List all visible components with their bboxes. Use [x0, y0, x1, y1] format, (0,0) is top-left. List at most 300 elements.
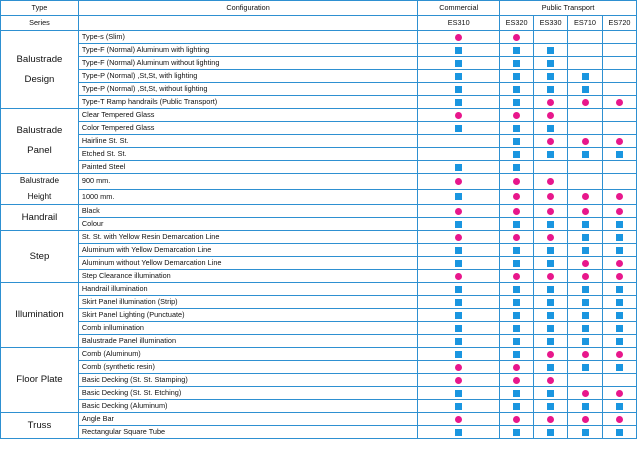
configuration-label: Handrail illumination	[78, 283, 417, 296]
mark-cell-es720	[602, 348, 636, 361]
blue-square-icon	[455, 73, 462, 80]
blue-square-icon	[455, 125, 462, 132]
mark-cell-es710	[568, 44, 603, 57]
pink-dot-icon	[616, 138, 623, 145]
configuration-label: Type-P (Normal) ,St,St, with lighting	[78, 70, 417, 83]
mark-cell-es720	[602, 83, 636, 96]
blue-square-icon	[616, 234, 623, 241]
blue-square-icon	[455, 193, 462, 200]
mark-cell-es310	[418, 348, 500, 361]
blue-square-icon	[455, 86, 462, 93]
pink-dot-icon	[455, 34, 462, 41]
mark-cell-es320	[500, 283, 534, 296]
table-row	[1, 270, 637, 283]
blue-square-icon	[455, 429, 462, 436]
mark-cell-es330	[534, 283, 568, 296]
table-row	[1, 322, 637, 335]
configuration-label: Balustrade Panel illumination	[78, 335, 417, 348]
commercial-header: Commercial	[418, 1, 500, 16]
blue-square-icon	[547, 364, 554, 371]
mark-cell-es710	[568, 244, 603, 257]
mark-cell-es310	[418, 189, 500, 205]
mark-cell-es710	[568, 361, 603, 374]
configuration-label: Type-F (Normal) Aluminum with lighting	[78, 44, 417, 57]
table-row	[1, 109, 637, 122]
table-row	[1, 296, 637, 309]
mark-cell-es330	[534, 309, 568, 322]
mark-cell-es710	[568, 148, 603, 161]
pink-dot-icon	[547, 99, 554, 106]
mark-cell-es310	[418, 296, 500, 309]
mark-cell-es720	[602, 309, 636, 322]
blue-square-icon	[547, 86, 554, 93]
blue-square-icon	[455, 403, 462, 410]
table-row	[1, 96, 637, 109]
mark-cell-es710	[568, 83, 603, 96]
mark-cell-es720	[602, 426, 636, 439]
mark-cell-es330	[534, 257, 568, 270]
blue-square-icon	[582, 429, 589, 436]
mark-cell-es330	[534, 270, 568, 283]
category-label: Handrail	[21, 211, 58, 223]
blue-square-icon	[616, 403, 623, 410]
table-row	[1, 205, 637, 218]
configuration-label: Type-s (Slim)	[78, 31, 417, 44]
mark-cell-es310	[418, 205, 500, 218]
category-label: Illumination	[15, 309, 64, 320]
mark-cell-es320	[500, 57, 534, 70]
mark-cell-es320	[500, 31, 534, 44]
blue-square-icon	[616, 364, 623, 371]
mark-cell-es330	[534, 96, 568, 109]
configuration-label: 1000 mm.	[78, 189, 417, 205]
mark-cell-es720	[602, 31, 636, 44]
pink-dot-icon	[582, 390, 589, 397]
mark-cell-es710	[568, 31, 603, 44]
blue-square-icon	[513, 429, 520, 436]
mark-cell-es710	[568, 57, 603, 70]
blue-square-icon	[513, 338, 520, 345]
mark-cell-es710	[568, 413, 603, 426]
mark-cell-es330	[534, 174, 568, 190]
pink-dot-icon	[547, 416, 554, 423]
mark-cell-es720	[602, 205, 636, 218]
mark-cell-es330	[534, 135, 568, 148]
category-label: Balustrade	[16, 53, 63, 65]
pink-dot-icon	[513, 193, 520, 200]
mark-cell-es330	[534, 426, 568, 439]
blue-square-icon	[616, 429, 623, 436]
mark-cell-es310	[418, 322, 500, 335]
mark-cell-es310	[418, 83, 500, 96]
mark-cell-es330	[534, 374, 568, 387]
blue-square-icon	[547, 125, 554, 132]
mark-cell-es320	[500, 135, 534, 148]
mark-cell-es310	[418, 335, 500, 348]
mark-cell-es330	[534, 322, 568, 335]
blue-square-icon	[582, 234, 589, 241]
configuration-label: Skirt Panel illumination (Strip)	[78, 296, 417, 309]
mark-cell-es320	[500, 218, 534, 231]
mark-cell-es330	[534, 205, 568, 218]
mark-cell-es330	[534, 189, 568, 205]
blue-square-icon	[547, 312, 554, 319]
mark-cell-es320	[500, 374, 534, 387]
blue-square-icon	[513, 60, 520, 67]
blue-square-icon	[455, 286, 462, 293]
blue-square-icon	[513, 164, 520, 171]
mark-cell-es720	[602, 387, 636, 400]
pink-dot-icon	[455, 112, 462, 119]
mark-cell-es310	[418, 426, 500, 439]
category-label: Floor Plate	[16, 374, 63, 385]
configuration-label: Basic Decking (St. St. Stamping)	[78, 374, 417, 387]
series-blank-cell	[78, 16, 417, 31]
mark-cell-es320	[500, 270, 534, 283]
blue-square-icon	[513, 221, 520, 228]
mark-cell-es320	[500, 257, 534, 270]
table-row	[1, 135, 637, 148]
configuration-label: Colour	[78, 218, 417, 231]
blue-square-icon	[513, 247, 520, 254]
pink-dot-icon	[547, 377, 554, 384]
mark-cell-es710	[568, 174, 603, 190]
category-cell	[1, 348, 79, 413]
mark-cell-es310	[418, 70, 500, 83]
configuration-label: Black	[78, 205, 417, 218]
mark-cell-es710	[568, 426, 603, 439]
blue-square-icon	[513, 138, 520, 145]
pink-dot-icon	[455, 178, 462, 185]
configuration-label: Skirt Panel Lighting (Punctuate)	[78, 309, 417, 322]
pink-dot-icon	[616, 390, 623, 397]
mark-cell-es310	[418, 400, 500, 413]
mark-cell-es710	[568, 70, 603, 83]
blue-square-icon	[547, 338, 554, 345]
mark-cell-es720	[602, 109, 636, 122]
mark-cell-es720	[602, 44, 636, 57]
blue-square-icon	[455, 299, 462, 306]
blue-square-icon	[582, 86, 589, 93]
pink-dot-icon	[547, 234, 554, 241]
mark-cell-es710	[568, 161, 603, 174]
pink-dot-icon	[582, 138, 589, 145]
blue-square-icon	[616, 325, 623, 332]
model-header-es720: ES720	[602, 16, 636, 31]
blue-square-icon	[455, 312, 462, 319]
category-label-line2: Panel	[27, 145, 52, 156]
mark-cell-es330	[534, 387, 568, 400]
model-header-es710: ES710	[568, 16, 603, 31]
blue-square-icon	[582, 73, 589, 80]
configuration-label: Basic Decking (St. St. Etching)	[78, 387, 417, 400]
blue-square-icon	[616, 221, 623, 228]
blue-square-icon	[582, 403, 589, 410]
configuration-label: Aluminum without Yellow Demarcation Line	[78, 257, 417, 270]
mark-cell-es330	[534, 400, 568, 413]
mark-cell-es710	[568, 283, 603, 296]
mark-cell-es720	[602, 135, 636, 148]
configuration-label: Step Clearance illumination	[78, 270, 417, 283]
configuration-header: Configuration	[78, 1, 417, 16]
table-row	[1, 400, 637, 413]
mark-cell-es320	[500, 400, 534, 413]
pink-dot-icon	[455, 377, 462, 384]
mark-cell-es320	[500, 148, 534, 161]
pink-dot-icon	[513, 377, 520, 384]
category-cell	[1, 174, 79, 205]
blue-square-icon	[547, 403, 554, 410]
mark-cell-es720	[602, 361, 636, 374]
mark-cell-es720	[602, 122, 636, 135]
mark-cell-es310	[418, 361, 500, 374]
pink-dot-icon	[513, 234, 520, 241]
pink-dot-icon	[616, 416, 623, 423]
mark-cell-es310	[418, 31, 500, 44]
blue-square-icon	[513, 47, 520, 54]
category-label: Step	[29, 250, 50, 262]
configuration-label: Type-F (Normal) Aluminum without lighting	[78, 57, 417, 70]
pink-dot-icon	[513, 364, 520, 371]
table-row	[1, 426, 637, 439]
mark-cell-es720	[602, 335, 636, 348]
mark-cell-es320	[500, 322, 534, 335]
blue-square-icon	[455, 247, 462, 254]
blue-square-icon	[513, 260, 520, 267]
mark-cell-es330	[534, 361, 568, 374]
pink-dot-icon	[547, 208, 554, 215]
mark-cell-es720	[602, 70, 636, 83]
mark-cell-es310	[418, 122, 500, 135]
mark-cell-es720	[602, 374, 636, 387]
table-row	[1, 189, 637, 205]
mark-cell-es320	[500, 205, 534, 218]
configuration-label: Rectangular Square Tube	[78, 426, 417, 439]
pink-dot-icon	[616, 260, 623, 267]
table-row	[1, 70, 637, 83]
pink-dot-icon	[547, 273, 554, 280]
blue-square-icon	[547, 151, 554, 158]
blue-square-icon	[513, 86, 520, 93]
blue-square-icon	[582, 312, 589, 319]
pink-dot-icon	[513, 34, 520, 41]
blue-square-icon	[616, 312, 623, 319]
mark-cell-es310	[418, 174, 500, 190]
blue-square-icon	[455, 325, 462, 332]
mark-cell-es320	[500, 231, 534, 244]
mark-cell-es710	[568, 296, 603, 309]
mark-cell-es720	[602, 413, 636, 426]
table-row	[1, 57, 637, 70]
pink-dot-icon	[455, 208, 462, 215]
model-header-es310: ES310	[418, 16, 500, 31]
pink-dot-icon	[455, 273, 462, 280]
mark-cell-es720	[602, 57, 636, 70]
category-label: Truss	[27, 419, 52, 431]
table-row	[1, 174, 637, 190]
configuration-label: Comb (synthetic resin)	[78, 361, 417, 374]
mark-cell-es720	[602, 296, 636, 309]
category-cell	[1, 283, 79, 348]
mark-cell-es310	[418, 270, 500, 283]
table-row	[1, 361, 637, 374]
blue-square-icon	[455, 390, 462, 397]
table-row	[1, 83, 637, 96]
table-row	[1, 122, 637, 135]
table-row	[1, 335, 637, 348]
mark-cell-es310	[418, 161, 500, 174]
pink-dot-icon	[547, 112, 554, 119]
blue-square-icon	[547, 299, 554, 306]
pink-dot-icon	[513, 416, 520, 423]
mark-cell-es330	[534, 231, 568, 244]
mark-cell-es320	[500, 296, 534, 309]
mark-cell-es720	[602, 218, 636, 231]
mark-cell-es310	[418, 44, 500, 57]
configuration-label: Color Tempered Glass	[78, 122, 417, 135]
pink-dot-icon	[455, 234, 462, 241]
blue-square-icon	[513, 73, 520, 80]
blue-square-icon	[513, 325, 520, 332]
mark-cell-es310	[418, 413, 500, 426]
mark-cell-es320	[500, 122, 534, 135]
blue-square-icon	[582, 299, 589, 306]
mark-cell-es310	[418, 57, 500, 70]
pink-dot-icon	[547, 138, 554, 145]
mark-cell-es330	[534, 83, 568, 96]
blue-square-icon	[616, 299, 623, 306]
pink-dot-icon	[582, 416, 589, 423]
mark-cell-es310	[418, 231, 500, 244]
mark-cell-es310	[418, 148, 500, 161]
mark-cell-es720	[602, 174, 636, 190]
mark-cell-es310	[418, 374, 500, 387]
configuration-label: St. St. with Yellow Resin Demarcation Line	[78, 231, 417, 244]
mark-cell-es710	[568, 257, 603, 270]
mark-cell-es320	[500, 387, 534, 400]
mark-cell-es710	[568, 348, 603, 361]
mark-cell-es320	[500, 361, 534, 374]
blue-square-icon	[616, 151, 623, 158]
mark-cell-es710	[568, 135, 603, 148]
type-header: Type	[1, 1, 79, 16]
category-label-line2: Height	[27, 192, 52, 201]
table-row	[1, 231, 637, 244]
blue-square-icon	[547, 60, 554, 67]
mark-cell-es320	[500, 335, 534, 348]
mark-cell-es720	[602, 244, 636, 257]
blue-square-icon	[513, 99, 520, 106]
blue-square-icon	[455, 164, 462, 171]
blue-square-icon	[616, 286, 623, 293]
blue-square-icon	[513, 286, 520, 293]
mark-cell-es330	[534, 244, 568, 257]
configuration-label: Comb (Aluminum)	[78, 348, 417, 361]
mark-cell-es720	[602, 257, 636, 270]
mark-cell-es720	[602, 96, 636, 109]
mark-cell-es330	[534, 148, 568, 161]
category-label: Balustrade	[16, 125, 63, 136]
pink-dot-icon	[547, 193, 554, 200]
mark-cell-es330	[534, 44, 568, 57]
pink-dot-icon	[616, 208, 623, 215]
blue-square-icon	[582, 151, 589, 158]
mark-cell-es710	[568, 109, 603, 122]
blue-square-icon	[582, 221, 589, 228]
category-cell	[1, 31, 79, 109]
pink-dot-icon	[616, 351, 623, 358]
model-header-es320: ES320	[500, 16, 534, 31]
blue-square-icon	[455, 47, 462, 54]
mark-cell-es310	[418, 218, 500, 231]
table-row	[1, 244, 637, 257]
blue-square-icon	[547, 429, 554, 436]
blue-square-icon	[547, 247, 554, 254]
mark-cell-es320	[500, 426, 534, 439]
mark-cell-es310	[418, 257, 500, 270]
blue-square-icon	[547, 390, 554, 397]
blue-square-icon	[455, 221, 462, 228]
pink-dot-icon	[582, 99, 589, 106]
pink-dot-icon	[616, 273, 623, 280]
blue-square-icon	[455, 60, 462, 67]
blue-square-icon	[582, 325, 589, 332]
mark-cell-es320	[500, 348, 534, 361]
configuration-label: Hairline St. St.	[78, 135, 417, 148]
mark-cell-es720	[602, 189, 636, 205]
pink-dot-icon	[582, 260, 589, 267]
configuration-label: Etched St. St.	[78, 148, 417, 161]
mark-cell-es330	[534, 161, 568, 174]
model-header-es330: ES330	[534, 16, 568, 31]
mark-cell-es310	[418, 96, 500, 109]
table-row	[1, 44, 637, 57]
mark-cell-es330	[534, 57, 568, 70]
mark-cell-es320	[500, 244, 534, 257]
mark-cell-es330	[534, 122, 568, 135]
pink-dot-icon	[513, 112, 520, 119]
table-row	[1, 31, 637, 44]
header-row-series	[1, 16, 637, 31]
mark-cell-es720	[602, 322, 636, 335]
blue-square-icon	[547, 221, 554, 228]
table-row	[1, 148, 637, 161]
configuration-label: Clear Tempered Glass	[78, 109, 417, 122]
mark-cell-es320	[500, 189, 534, 205]
mark-cell-es320	[500, 413, 534, 426]
pink-dot-icon	[513, 178, 520, 185]
mark-cell-es310	[418, 387, 500, 400]
blue-square-icon	[455, 338, 462, 345]
table-row	[1, 374, 637, 387]
mark-cell-es710	[568, 189, 603, 205]
pink-dot-icon	[616, 99, 623, 106]
pink-dot-icon	[455, 364, 462, 371]
category-label-line2: Design	[24, 73, 55, 85]
mark-cell-es320	[500, 309, 534, 322]
public-transport-header: Public Transport	[500, 1, 637, 16]
mark-cell-es330	[534, 70, 568, 83]
mark-cell-es320	[500, 70, 534, 83]
mark-cell-es330	[534, 348, 568, 361]
mark-cell-es710	[568, 322, 603, 335]
mark-cell-es330	[534, 335, 568, 348]
table-row	[1, 348, 637, 361]
table-row	[1, 161, 637, 174]
blue-square-icon	[616, 247, 623, 254]
blue-square-icon	[547, 325, 554, 332]
blue-square-icon	[455, 351, 462, 358]
